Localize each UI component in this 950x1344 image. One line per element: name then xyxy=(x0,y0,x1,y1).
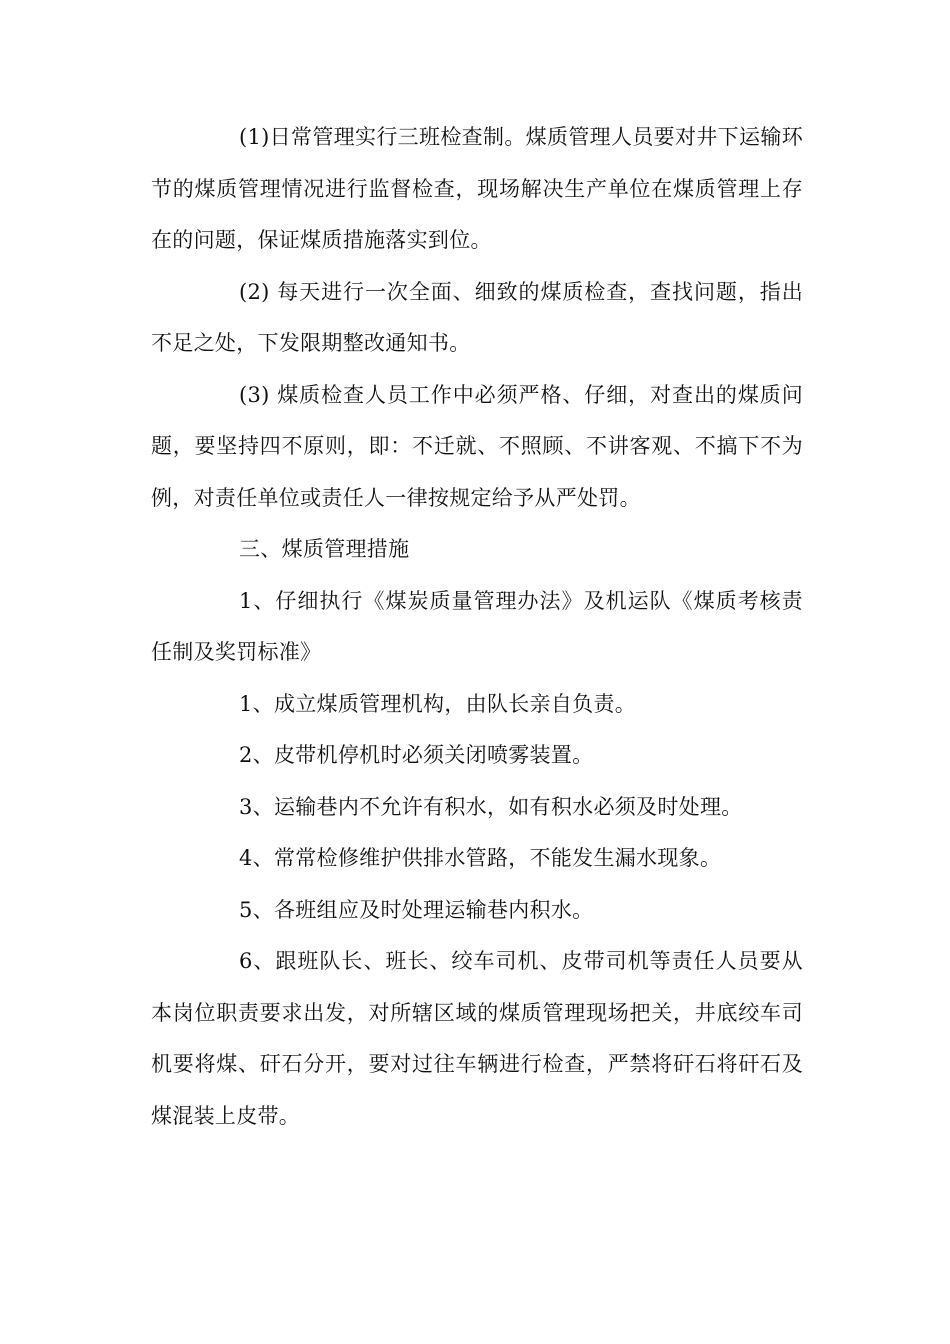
paragraph-measure-1: 1、成立煤质管理机构，由队长亲自负责。 xyxy=(239,691,637,716)
paragraph-measure-6: 6、跟班队长、班长、绞车司机、皮带司机等责任人员要从本岗位职责要求出发，对所辖区域的煤质管理现场把关，井底绞车司机要将煤、矸石分开，要对过往车辆进行检查，严禁将矸石将矸石及煤混装上皮带。 xyxy=(151,949,803,1128)
paragraph-daily-check: (2) 每天进行一次全面、细致的煤质检查，查找问题，指出不足之处，下发限期整改通知书。 xyxy=(151,279,803,355)
document-body xyxy=(151,112,803,1142)
paragraph-inspector-duties: (3) 煤质检查人员工作中必须严格、仔细，对查出的煤质问题，要坚持四不原则，即：不迁就、不照顾、不讲客观、不搞下不为例，对责任单位或责任人一律按规定给予从严处罚。 xyxy=(151,382,803,510)
paragraph-measure-3: 3、运输巷内不允许有积水，如有积水必须及时处理。 xyxy=(239,794,743,819)
paragraph-measure-regulations: 1、仔细执行《煤炭质量管理办法》及机运队《煤质考核责任制及奖罚标准》 xyxy=(151,588,803,664)
paragraph-measure-2: 2、皮带机停机时必须关闭喷雾装置。 xyxy=(239,743,594,767)
section-heading-measures: 三、煤质管理措施 xyxy=(239,537,410,561)
paragraph-measure-4: 4、常常检修维护供排水管路，不能发生漏水现象。 xyxy=(239,846,722,870)
paragraph-daily-inspection: (1)日常管理实行三班检查制。煤质管理人员要对井下运输环节的煤质管理情况进行监督检查，现场解决生产单位在煤质管理上存在的问题，保证煤质措施落实到位。 xyxy=(151,125,803,252)
paragraph-measure-5: 5、各班组应及时处理运输巷内积水。 xyxy=(239,897,594,922)
